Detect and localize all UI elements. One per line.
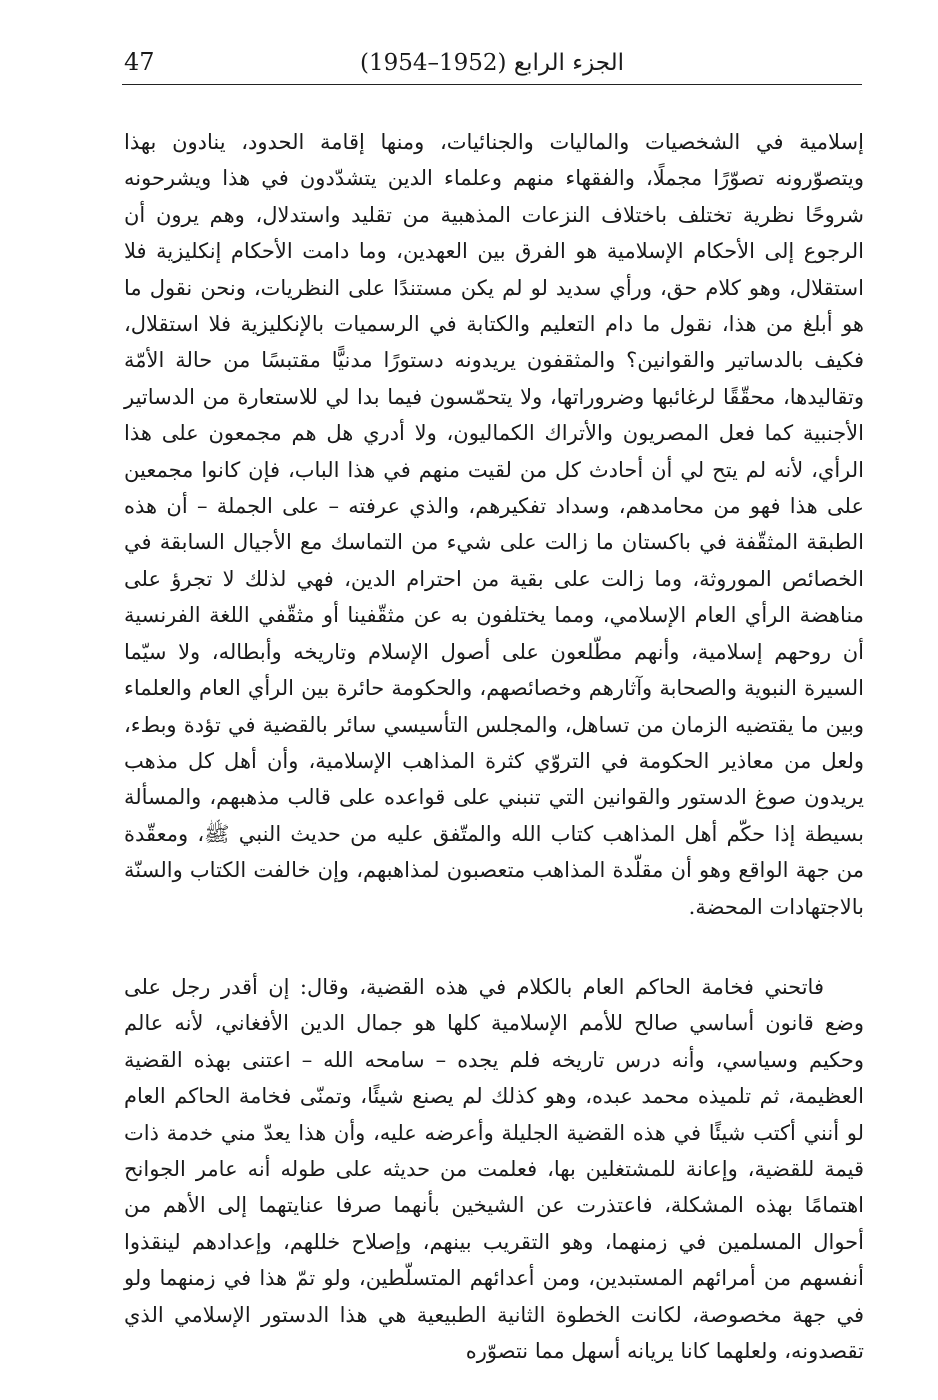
page-header (122, 44, 862, 85)
paragraph: فاتحني فخامة الحاكم العام بالكلام في هذه القضية، وقال: إن أقدر رجل على وضع قانون أساسي صالح للأمم الإسلامية كلها هو جمال الدين الأفغاني، لأنه عالم وحكيم وسياسي، وأنه درس تاريخه فلم يجده – سامحه الله – اعتنى بهذه القضية العظيمة، ثم تلميذه محمد عبده، وهو كذلك لم يصنع شيئًا، وتمنّى فخامة الحاكم العام لو أنني أكتب شيئًا في هذه القضية الجليلة وأعرضه عليه، وأن هذا يعدّ مني خدمة ذات قيمة للقضية، وإعانة للمشتغلين بها، فعلمت من حديثه على طوله أنه عامر الجوانح اهتمامًا بهذه المشكلة، فاعتذرت عن الشيخين بأنهما صرفا عنايتهما إلى الأهم من أحوال المسلمين في زمنهما، وهو التقريب بينهم، وإصلاح خللهم، وإعدادهم لينقذوا أنفسهم من أمرائهم المستبدين، ومن أعدائهم المتسلّطين، ولو تمّ هذا في زمنهما ولو في جهة مخصوصة، لكانت الخطوة الثانية الطبيعية هي هذا الدستور الإسلامي الذي تقصدونه، ولعلهما كانا يريانه أسهل مما نتصوّره (124, 974, 864, 1363)
page-number: 47 (124, 48, 155, 76)
paragraph: إسلامية في الشخصيات والماليات والجنائيات، ومنها إقامة الحدود، ينادون بهذا ويتصوّرونه تصوّرًا مجملًا، والفقهاء منهم وعلماء الدين يتشدّدون في هذا ويشرحونه شروحًا نظرية تختلف باختلاف النزعات المذهبية من تقليد واستدلال، وهم يرون أن الرجوع إلى الأحكام الإسلامية هو الفرق بين العهدين، وما دامت الأحكام إنكليزية فلا استقلال، وهو كلام حق، ورأي سديد لو لم يكن مستندًا على النظريات، ونحن نقول ما هو أبلغ من هذا، نقول ما دام التعليم والكتابة في الرسميات بالإنكليزية فلا استقلال، فكيف بالدساتير والقوانين؟ والمثقفون يريدونه دستورًا مدنيًّا مقتبسًا من حالة الأمّة وتقاليدها، محقّقًا لرغائبها وضروراتها، ولا يتحمّسون فيما بدا لي للاستعارة من الدساتير الأجنبية كما فعل المصريون والأتراك الكماليون، ولا أدري هل هم مجمعون على هذا الرأي، لأنه لم يتح لي أن أحادث كل من لقيت منهم في هذا الباب، فإن كانوا مجمعين على هذا فهو من محامدهم، وسداد تفكيرهم، والذي عرفته – على الجملة – أن هذه الطبقة المثقّفة في باكستان ما زالت على شيء من التماسك مع الأجيال السابقة في الخصائص الموروثة، وما زالت على بقية من احترام الدين، فهي لذلك لا تجرؤ على مناهضة الرأي العام الإسلامي، ومما يختلفون به عن مثقّفينا أو مثقّفي اللغة الفرنسية أن روحهم إسلامية، وأنهم مطّلعون على أصول الإسلام وتاريخه وأبطاله، ولا سيّما السيرة النبوية والصحابة وآثارهم وخصائصهم، والحكومة حائرة بين الرأي العام والعلماء وبين ما يقتضيه الزمان من تساهل، والمجلس التأسيسي سائر بالقضية في تؤدة وبطء، ولعل من معاذير الحكومة في التروّي كثرة المذاهب الإسلامية، وأن أهل كل مذهب يريدون صوغ الدستور والقوانين التي تنبني على قواعده على قالب مذهبهم، والمسألة بسيطة إذا حكّم أهل المذاهب كتاب الله والمتّفق عليه من حديث النبي ﷺ، ومعقّدة من جهة الواقع وهو أن مقلّدة المذاهب متعصبون لمذاهبهم، وإن خالفت الكتاب والسنّة بالاجتهادات المحضة. (124, 130, 864, 919)
body-text (124, 124, 864, 1369)
running-title: الجزء الرابع (1952–1954) (359, 50, 625, 76)
